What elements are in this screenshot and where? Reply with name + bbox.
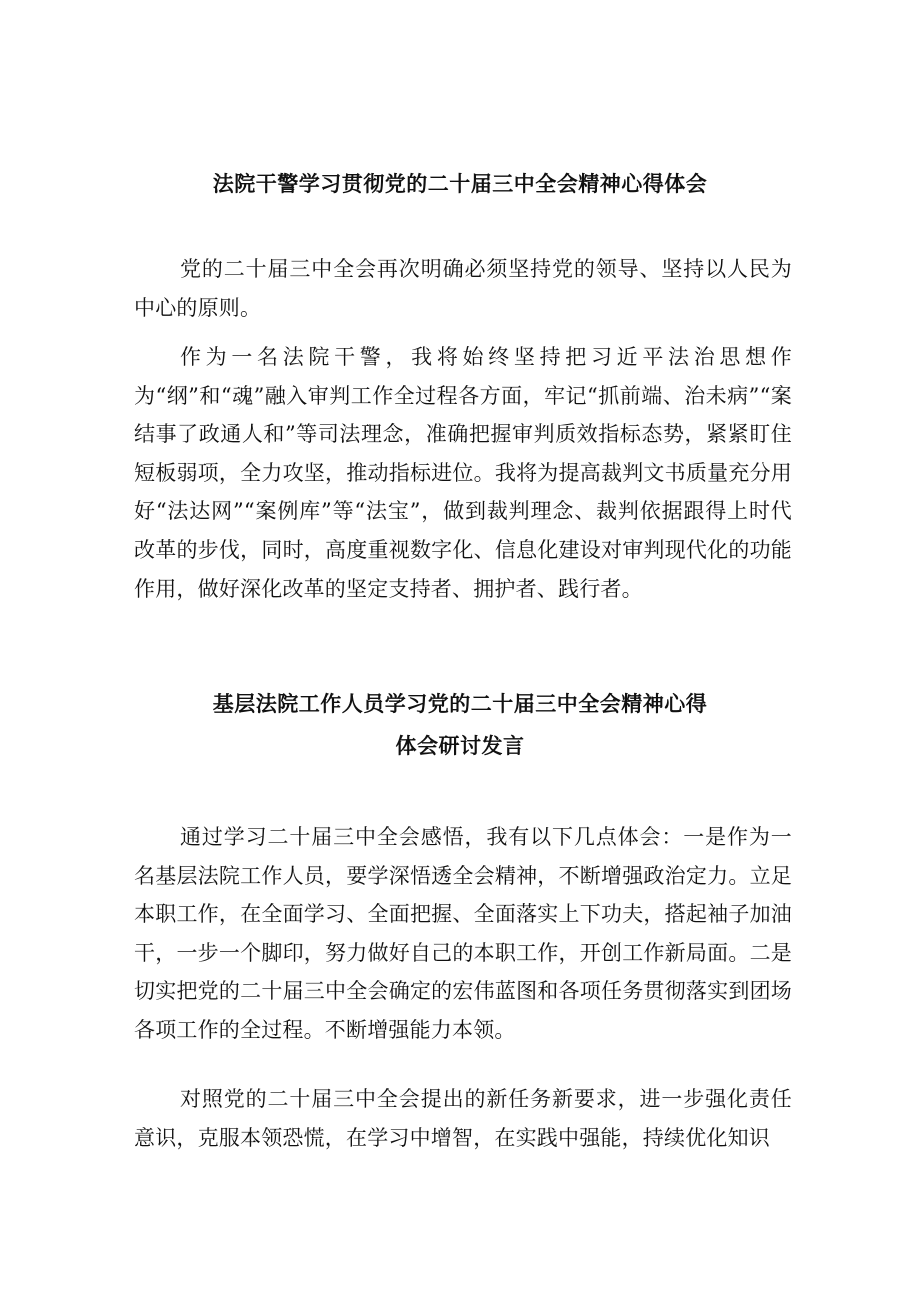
section2-title-line2: 体会研讨发言	[395, 734, 525, 758]
section2-paragraph-2: 对照党的二十届三中全会提出的新任务新要求，进一步强化责任意识，克服本领恐慌，在学习中增智，在实践中强能，持续优化知识	[134, 1087, 792, 1150]
section1-title: 法院干警学习贯彻党的二十届三中全会精神心得体会	[212, 172, 708, 196]
section2-title	[0, 690, 920, 760]
section1-paragraph-1: 党的二十届三中全会再次明确必须坚持党的领导、坚持以人民为中心的原则。	[134, 257, 792, 320]
section2-title-line1: 基层法院工作人员学习党的二十届三中全会精神心得	[212, 692, 708, 716]
section1-paragraph-2: 作为一名法院干警，我将始终坚持把习近平法治思想作为“纲”和“魂”融入审判工作全过程各方面，牢记“抓前端、治未病”“案结事了政通人和”等司法理念，准确把握审判质效指标态势，紧紧盯住短板弱项，全力攻坚，推动指标进位。我将为提高裁判文书质量充分用好“法达网”“案例库”等“法宝”，做到裁判理念、裁判依据跟得上时代改革的步伐，同时，高度重视数字化、信息化建设对审判现代化的功能作用，做好深化改革的坚定支持者、拥护者、践行者。	[134, 345, 792, 601]
section2-paragraph-1: 通过学习二十届三中全会感悟，我有以下几点体会：一是作为一名基层法院工作人员，要学深悟透全会精神，不断增强政治定力。立足本职工作，在全面学习、全面把握、全面落实上下功夫，搭起袖子加油干，一步一个脚印，努力做好自己的本职工作，开创工作新局面。二是切实把党的二十届三中全会确定的宏伟蓝图和各项任务贯彻落实到团场各项工作的全过程。不断增强能力本领。	[134, 825, 792, 1042]
